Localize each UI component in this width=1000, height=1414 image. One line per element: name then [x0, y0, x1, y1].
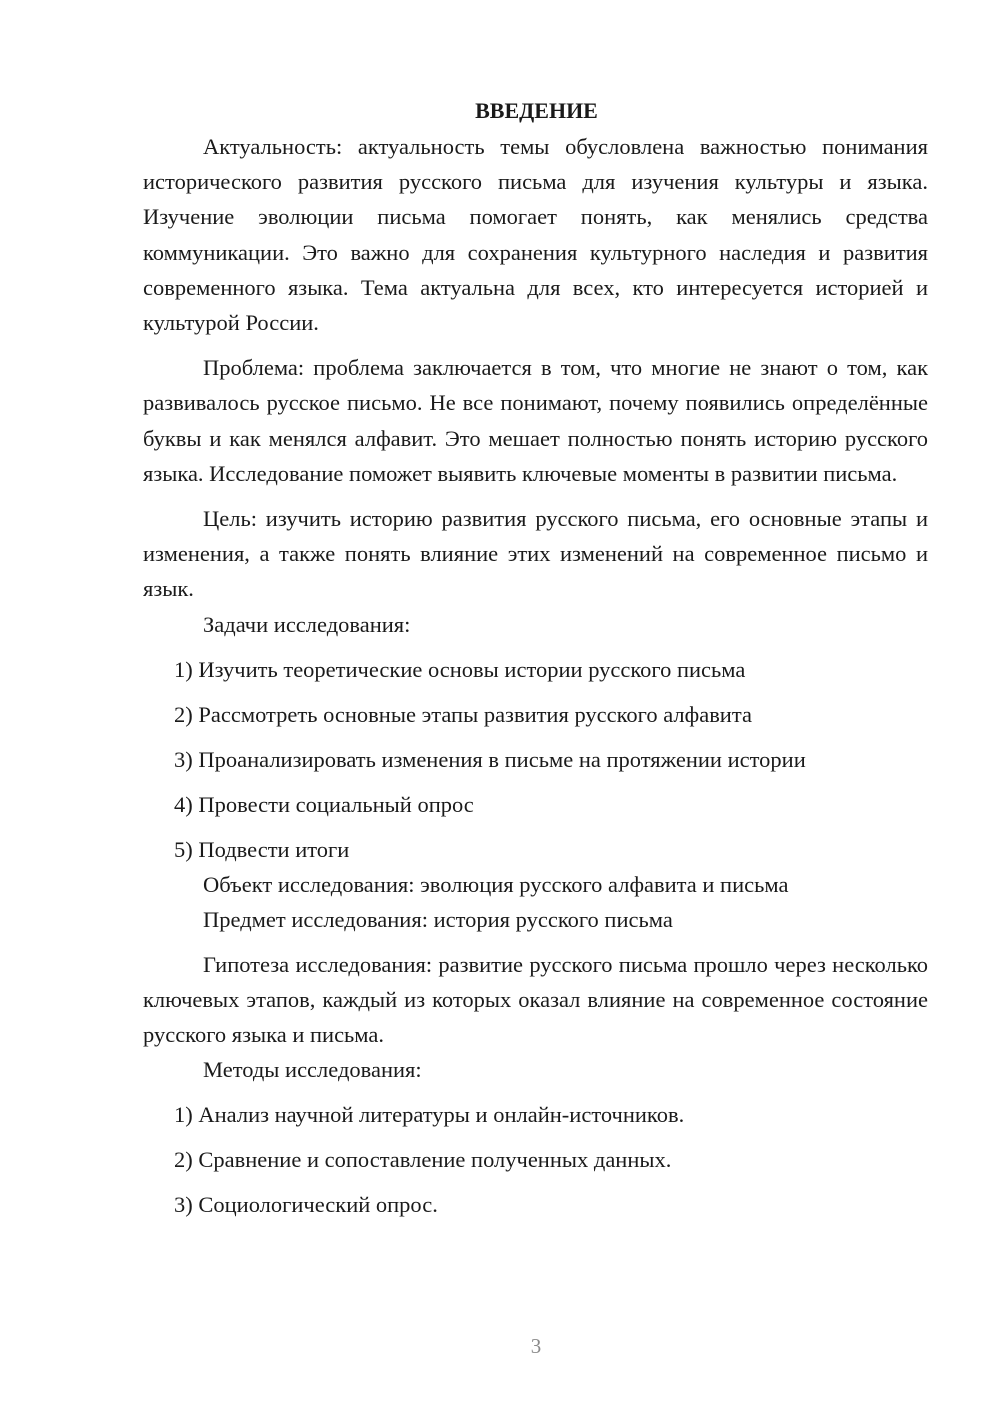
task-item: 1) Изучить теоретические основы истории русского письма [174, 656, 746, 682]
tasks-heading: Задачи исследования: [203, 611, 411, 637]
document-page [143, 94, 928, 1222]
hypothesis-paragraph: Гипотеза исследования: развитие русского письма прошло через несколько ключевых этапов, каждый из которых оказал влияние на современное состояние русского языка и письма. [143, 951, 928, 1048]
methods-list [143, 1097, 928, 1222]
object-line: Объект исследования: эволюция русского алфавита и письма [203, 871, 789, 897]
page-number: 3 [530, 1334, 542, 1358]
page-title: ВВЕДЕНИЕ [475, 98, 598, 123]
goal-paragraph: Цель: изучить историю развития русского письма, его основные этапы и изменения, а также понять влияние этих изменений на современное письмо и язык. [143, 506, 928, 602]
task-item: 2) Рассмотреть основные этапы развития русского алфавита [174, 701, 752, 727]
task-item: 3) Проанализировать изменения в письме на протяжении истории [174, 746, 806, 772]
problem-paragraph: Проблема: проблема заключается в том, что многие не знают о том, как развивалось русское письмо. Не все понимают, почему появились определённые буквы и как менялся алфавит. Это мешает полностью понять историю русского языка. Исследование поможет выявить ключевые моменты в развитии письма. [143, 355, 928, 486]
methods-heading: Методы исследования: [203, 1057, 422, 1083]
method-item: 2) Сравнение и сопоставление полученных данных. [174, 1147, 672, 1173]
subject-line: Предмет исследования: история русского письма [203, 906, 673, 932]
task-item: 4) Провести социальный опрос [174, 791, 474, 817]
method-item: 1) Анализ научной литературы и онлайн-источников. [174, 1102, 685, 1128]
tasks-list [143, 652, 928, 867]
method-item: 3) Социологический опрос. [174, 1192, 438, 1218]
relevance-paragraph: Актуальность: актуальность темы обусловлена важностью понимания исторического развития русского письма для изучения культуры и языка. Изучение эволюции письма помогает понять, как менялись средства коммуникации. Это важно для сохранения культурного наследия и развития современного языка. Тема актуальна для всех, кто интересуется историей и культурой России. [143, 134, 928, 336]
task-item: 5) Подвести итоги [174, 836, 350, 862]
